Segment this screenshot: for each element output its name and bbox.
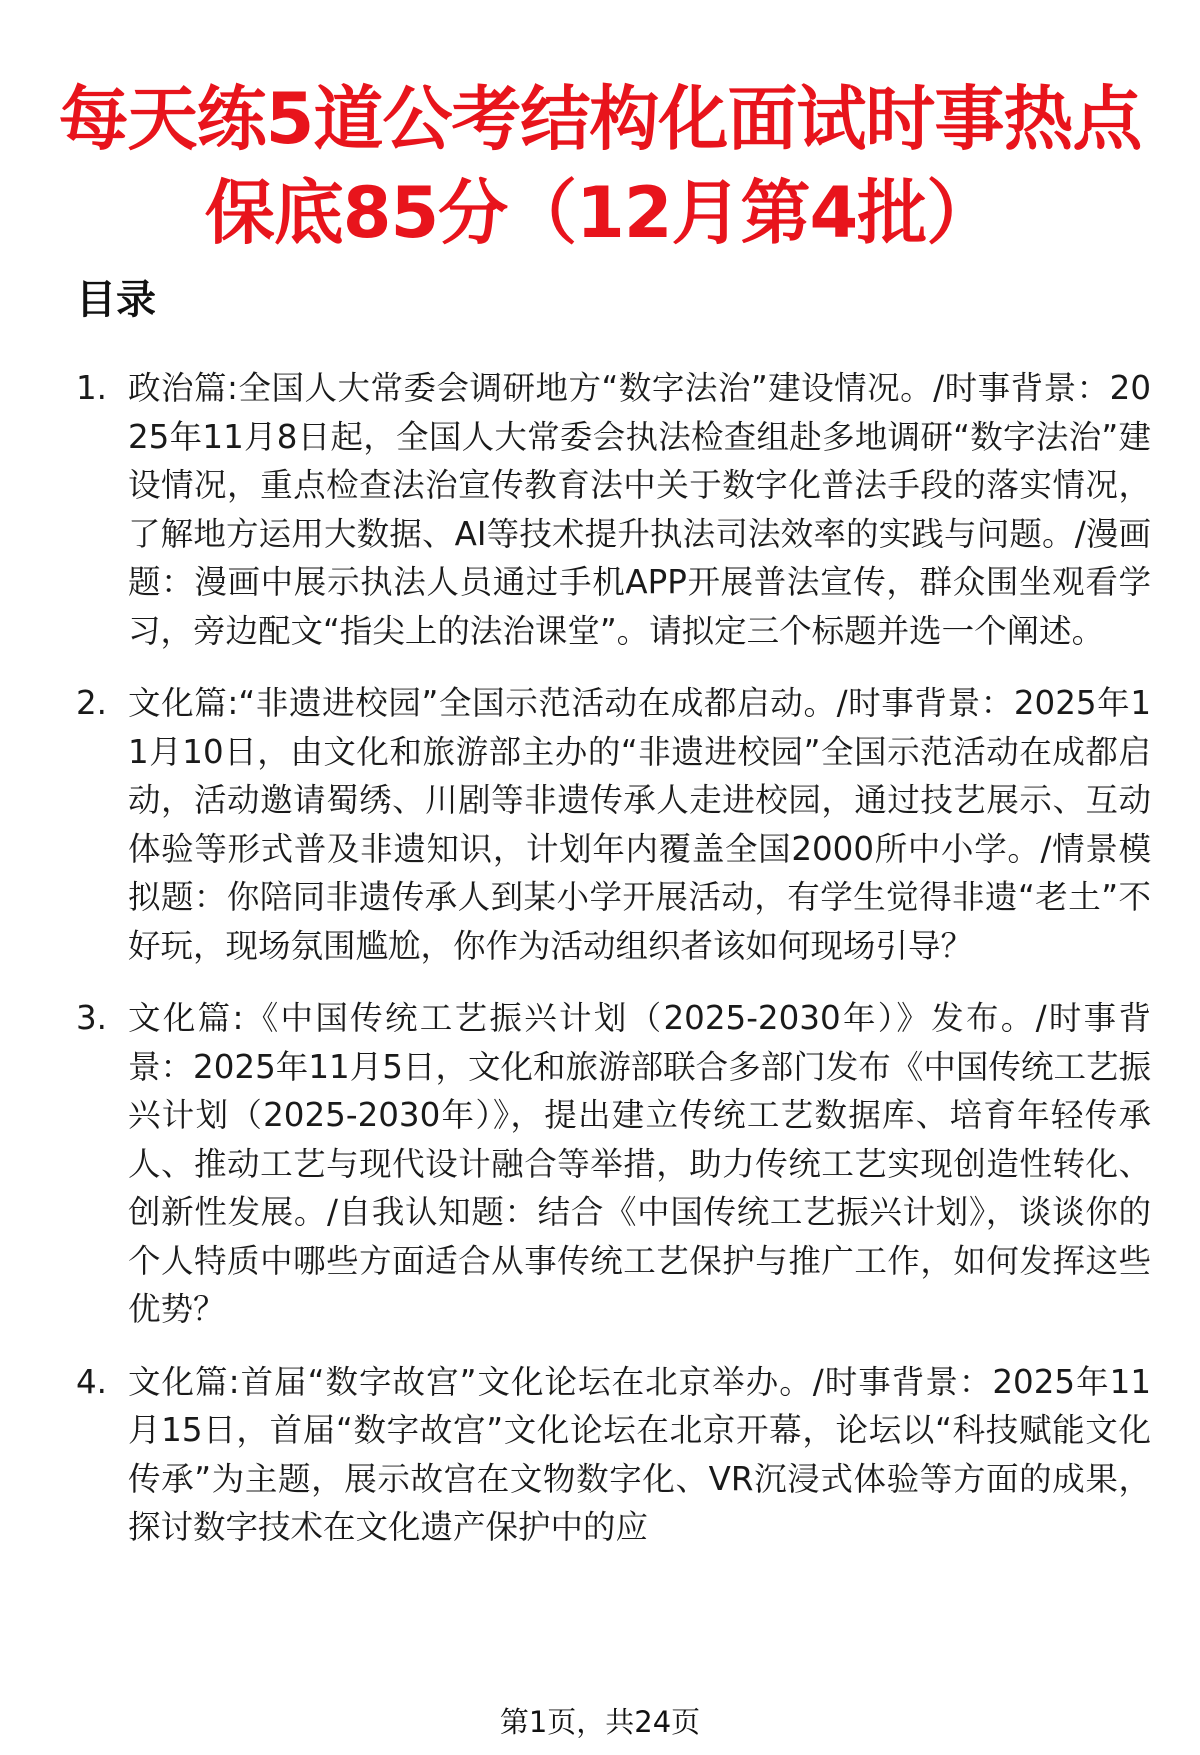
page-title	[0, 72, 1200, 260]
item-text: 文化篇:首届“数字故宫”文化论坛在北京举办。/时事背景：2025年11月15日，首届“数字故宫”文化论坛在北京开幕，论坛以“科技赋能文化传承”为主题，展示故宫在文物数字化、VR沉浸式体验等方面的成果，探讨数字技术在文化遗产保护中的应	[128, 1362, 1151, 1546]
list-item	[76, 679, 1151, 970]
item-text: 政治篇:全国人大常委会调研地方“数字法治”建设情况。/时事背景：2025年11月8日起，全国人大常委会执法检查组赴多地调研“数字法治”建设情况，重点检查法治宣传教育法中关于数字化普法手段的落实情况，了解地方运用大数据、AI等技术提升执法司法效率的实践与问题。/漫画题：漫画中展示执法人员通过手机APP开展普法宣传，群众围坐观看学习，旁边配文“指尖上的法治课堂”。请拟定三个标题并选一个阐述。	[128, 369, 1151, 650]
item-number: 3.	[76, 999, 108, 1037]
list-item	[76, 994, 1151, 1334]
list-item	[76, 364, 1151, 655]
question-list	[76, 364, 1151, 1552]
title-line-1: 每天练5道公考结构化面试时事热点	[58, 78, 1142, 160]
list-item	[76, 1358, 1151, 1552]
item-number: 4.	[76, 1362, 108, 1401]
item-number: 1.	[76, 369, 108, 407]
page-footer: 第1页，共24页	[0, 1702, 1200, 1742]
item-text: 文化篇:《中国传统工艺振兴计划（2025-2030年）》发布。/时事背景：2025年11月5日，文化和旅游部联合多部门发布《中国传统工艺振兴计划（2025-2030年）》，提出建立传统工艺数据库、培育年轻传承人、推动工艺与现代设计融合等举措，助力传统工艺实现创造性转化、创新性发展。/自我认知题：结合《中国传统工艺振兴计划》，谈谈你的个人特质中哪些方面适合从事传统工艺保护与推广工作，如何发挥这些优势？	[128, 999, 1151, 1328]
item-number: 2.	[76, 684, 108, 722]
toc-heading: 目录	[76, 277, 156, 323]
item-text: 文化篇:“非遗进校园”全国示范活动在成都启动。/时事背景：2025年11月10日，由文化和旅游部主办的“非遗进校园”全国示范活动在成都启动，活动邀请蜀绣、川剧等非遗传承人走进校园，通过技艺展示、互动体验等形式普及非遗知识，计划年内覆盖全国2000所中小学。/情景模拟题：你陪同非遗传承人到某小学开展活动，有学生觉得非遗“老土”不好玩，现场氛围尴尬，你作为活动组织者该如何现场引导？	[128, 684, 1151, 965]
title-line-2: 保底85分（12月第4批）	[204, 172, 996, 254]
